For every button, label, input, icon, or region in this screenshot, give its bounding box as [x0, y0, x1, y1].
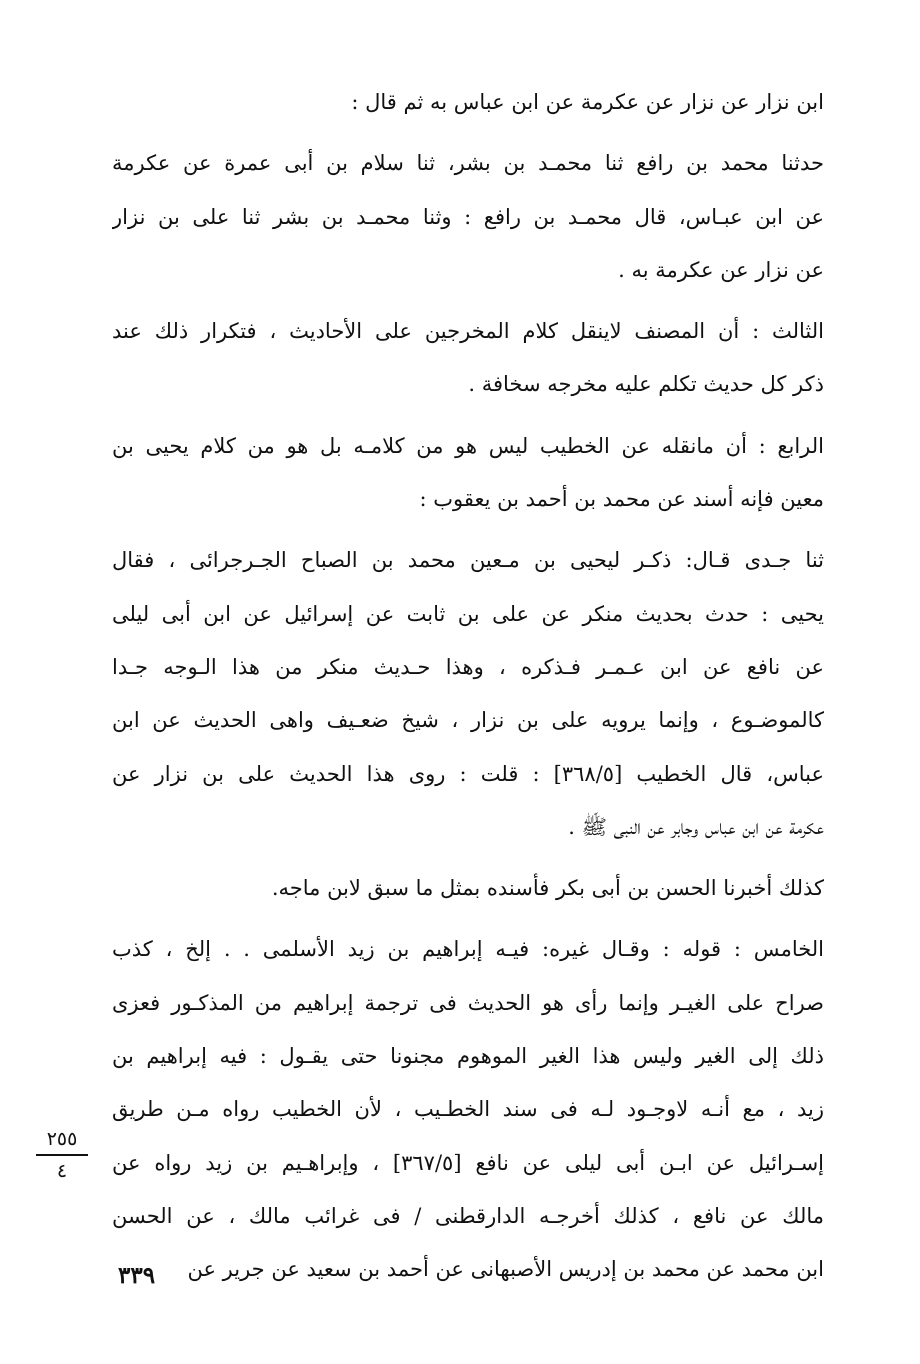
text-line: الرابع : أن مانقله عن الخطيب ليس هو من كلامـه بل هو من كلام يحيى بن [112, 433, 824, 458]
paragraph [112, 420, 824, 527]
text-line: ذلك إلى الغير وليس هذا الغير الموهوم مجنونا حتى يقـول : فيه إبراهيم بن [112, 1044, 824, 1069]
text-line: صراح على الغيـر وإنما رأى هو الحديث فى ترجمة إبراهيم من المذكـور فعزى [112, 990, 824, 1015]
text-line: عباس، قال الخطيب [٣٦٨/٥] : قلت : روى هذا الحديث على بن نزار عن [112, 761, 824, 786]
main-text-block [112, 76, 824, 1305]
text-line: عن نافع عن ابن عـمـر فـذكره ، وهذا حـديث منكر من هذا الـوجه جـدا [112, 654, 824, 679]
page-number: ٣٣٩ [118, 1262, 156, 1289]
text-line: الثالث : أن المصنف لاينقل كلام المخرجين على الأحاديث ، فتكرار ذلك عند [112, 319, 824, 344]
margin-note-page: ٢٥٥ [36, 1126, 88, 1156]
text-line: عن ابن عبـاس، قال محمـد بن رافع : وثنا محمـد بن بشر ثنا على بن نزار [112, 204, 824, 229]
text-line: إسـرائيل عن ابـن أبى ليلى عن نافع [٣٦٧/٥] ، وإبراهـيم بن زيد رواه عن [112, 1150, 824, 1175]
paragraph [112, 862, 824, 915]
text-line: مالك عن نافع ، كذلك أخرجـه الدارقطنى / فى غرائب مالك ، عن الحسن [112, 1203, 824, 1228]
text-line: ابن نزار عن نزار عن عكرمة عن ابن عباس به ثم قال : [351, 90, 824, 114]
text-line: معين فإنه أسند عن محمد بن أحمد بن يعقوب : [419, 487, 824, 512]
paragraph [112, 76, 824, 129]
text-line: ابن محمد عن محمد بن إدريس الأصبهانى عن أحمد بن سعيد عن جرير عن [187, 1257, 824, 1282]
paragraph [112, 137, 824, 297]
margin-volume-page-note [36, 1126, 88, 1184]
text-line: عكرمة عن ابن عباس وجابر عن النبى ﷺ . [568, 814, 824, 839]
paragraph [112, 534, 824, 854]
text-line: كذلك أخبرنا الحسن بن أبى بكر فأسنده بمثل ما سبق لابن ماجه. [271, 876, 824, 901]
text-line: يحيى : حدث بحديث منكر عن على بن ثابت عن إسرائيل عن ابن أبى ليلى [112, 601, 824, 626]
text-line: كالموضـوع ، وإنما يرويه على بن نزار ، شيخ ضعـيف واهى الحديث عن ابن [112, 708, 824, 733]
text-line: حدثنا محمد بن رافع ثنا محمـد بن بشر، ثنا سلام بن أبى عمرة عن عكرمة [112, 151, 824, 176]
text-line: ثنا جـدى قـال: ذكـر ليحيى بن مـعين محمد بن الصباح الجـرجرائى ، فقال [112, 548, 824, 573]
text-line: ذكر كل حديث تكلم عليه مخرجه سخافة . [468, 372, 824, 397]
text-line: عن نزار عن عكرمة به . [618, 257, 824, 282]
text-line: زيد ، مع أنـه لاوجـود لـه فى سند الخطـيب ، لأن الخطيب رواه مـن طريق [112, 1097, 824, 1122]
text-line: الخامس : قوله : وقـال غيره: فيـه إبراهيم بن زيد الأسلمى . . إلخ ، كذب [112, 937, 824, 962]
paragraph [112, 923, 824, 1296]
margin-note-volume: ٤ [56, 1160, 68, 1182]
paragraph [112, 305, 824, 412]
